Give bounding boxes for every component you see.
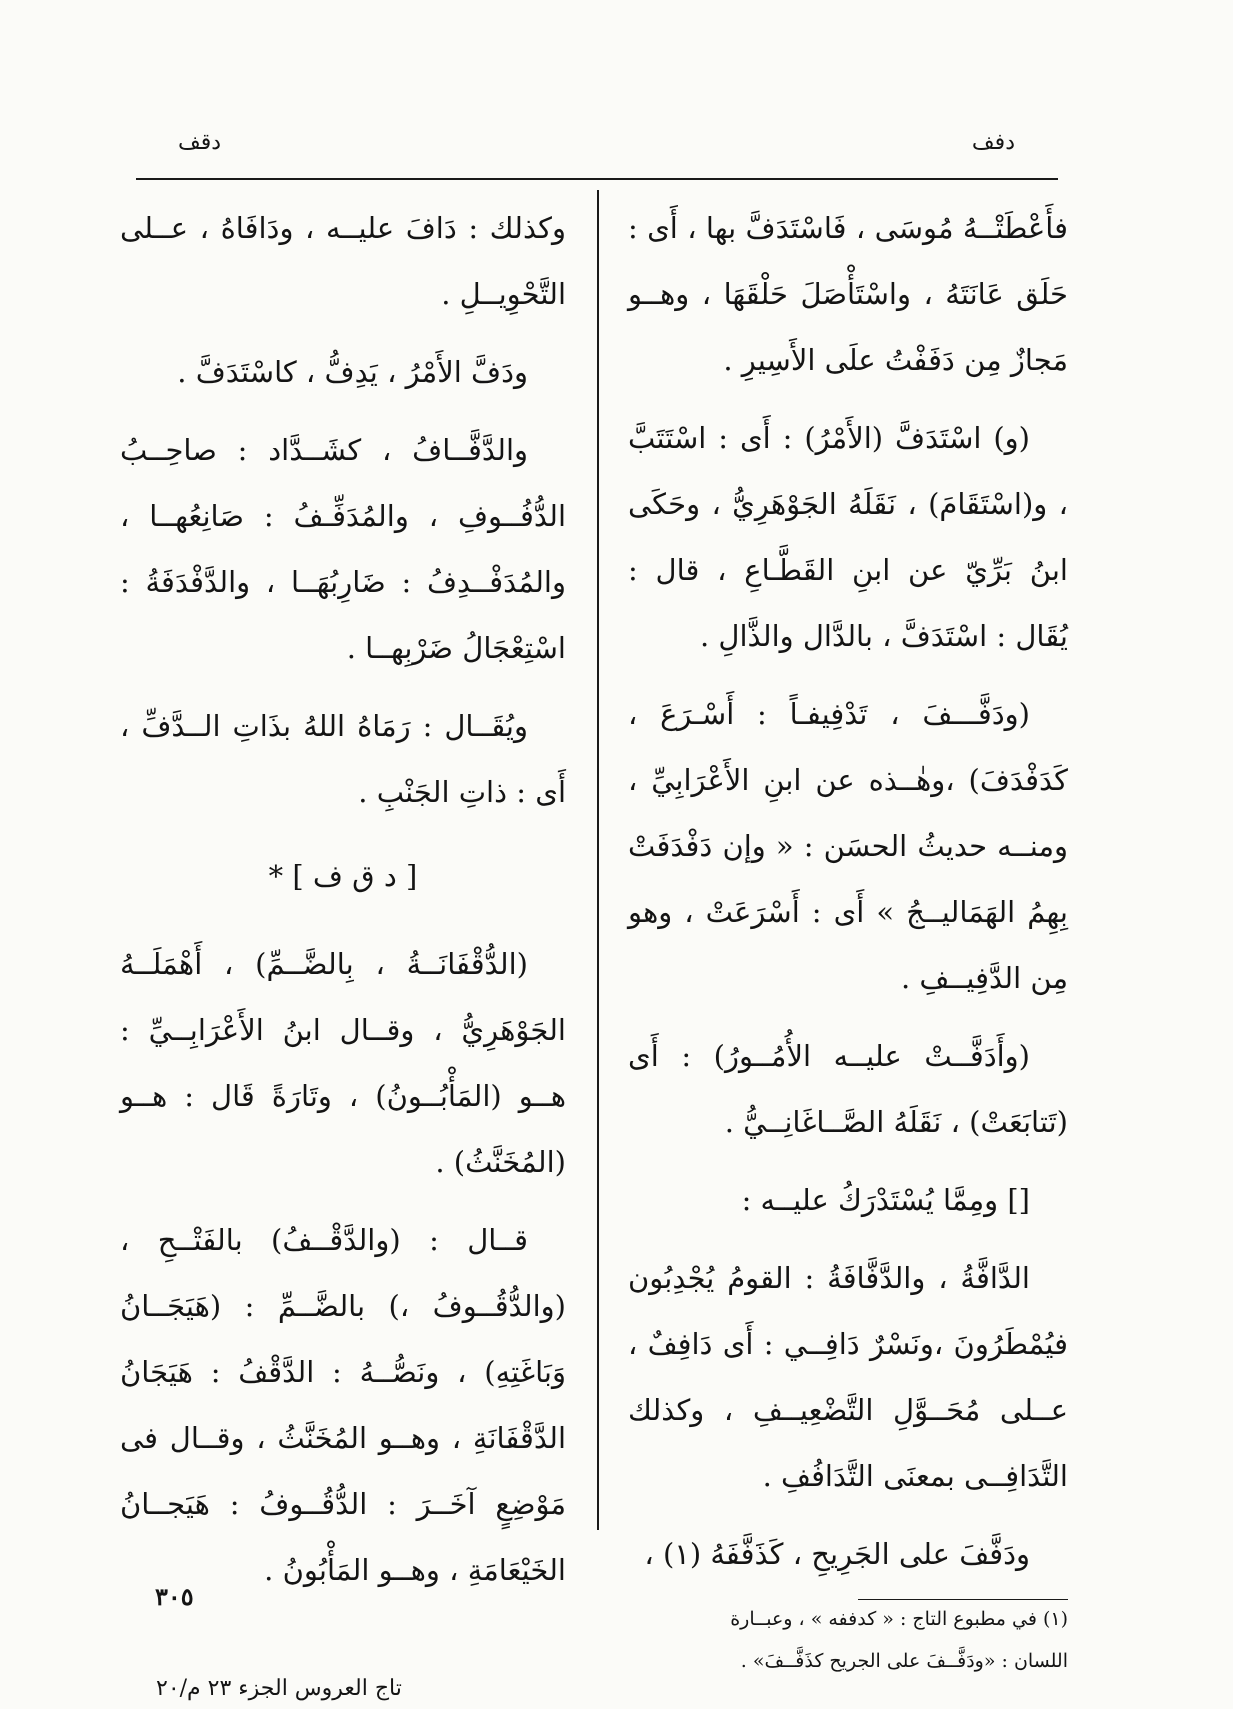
footnote-rule <box>858 1599 1068 1600</box>
running-head-left: دقف <box>178 130 222 155</box>
paragraph: فأَعْطَتْــهُ مُوسَى ، فَاسْتَدَفَّ بها ، أَى : حَلَق عَانَتَهُ ، واسْتَأْصَلَ حَلْقَهَا ، وهــو مَجازٌ مِن دَفَفْتُ علَى الأَسِيرِ . <box>628 211 1068 377</box>
footnote-line: اللسان : «ودَفَّــفَ على الجريح كذَفَّــفَ» . <box>740 1650 1068 1672</box>
paragraph: (و) اسْتَدَفَّ (الأَمْرُ) : أَى : اسْتَتَبَّ ، و(اسْتَقَامَ) ، نَقَلَهُ الجَوْهَرِيُّ ، وحَكَى ابنُ بَرِّيّ عن ابنِ القَطَّـاعِ ، قال : يُقَال : اسْتَدَفَّ ، بالدَّال والذَّالِ . <box>628 421 1068 653</box>
paragraph: الدَّافَّةُ ، والدَّفَّافَةُ : القومُ يُجْدِبُون فيُمْطَرُونَ ،ونَسْرٌ دَافِــي : أَى دَافِفٌ ، عــلى مُحَــوَّلِ التَّضْعِيــفِ ، وكذلك التَّدَافِــى بمعنَى التَّدَافُفِ . <box>628 1261 1068 1493</box>
left-column <box>120 195 566 1615</box>
paragraph: وكذلك : دَافَ عليــه ، ودَافَاهُ ، عــلى التَّحْوِيــلِ . <box>120 211 566 311</box>
paragraph: [] ومِمَّا يُسْتَدْرَكُ عليــه : <box>741 1183 1030 1217</box>
paragraph: (الدُّقْفَانَــةُ ، بِالضَّــمِّ) ، أَهْمَلَــهُ الجَوْهَرِيُّ ، وقــال ابنُ الأَعْرَابِــيِّ : هــو (المَأْبُــونُ) ، وتَارَةً قَال : هــو (المُخَنَّثُ) . <box>120 947 566 1179</box>
paragraph: والدَّفَّــافُ ، كشَــدَّاد : صاحِــبُ الدُّفُــوفِ ، والمُدَفِّـفُ : صَانِعُهــا ، والمُدَفْــدِفُ : ضَارِبُهَــا ، والدَّفْدَفَةُ : اسْتِعْجَالُ ضَرْبِهــا . <box>120 433 566 665</box>
column-divider <box>597 190 599 1530</box>
paragraph: (ودَفَّـــفَ ، تَدْفِيفـاً : أَسْـرَعَ ، كَدَفْدَفَ) ،وهٰــذه عن ابنِ الأَعْرَابِيِّ ، ومنــه حديثُ الحسَن : « وإن دَفْدَفَتْ بِهِمُ الهَمَاليــجُ » أَى : أَسْرَعَتْ ، وهو مِن الدَّفِيــفِ . <box>628 697 1068 995</box>
paragraph: ويُقَــال : رَمَاهُ اللهُ بذَاتِ الــدَّفِّ ، أَى : ذاتِ الجَنْبِ . <box>120 709 566 809</box>
paragraph: (وأَدَفَّــتْ عليــه الأُمُــورُ) : أَى (تَتابَعَتْ) ، نَقَلَهُ الصَّــاغَانِــيُّ . <box>628 1039 1068 1139</box>
entry-heading: [ د ق ف ] * <box>268 859 418 893</box>
paragraph: ودَفَّفَ على الجَرِيحِ ، كَذَفَّفَهُ (١) ، <box>644 1537 1030 1571</box>
page-number: ٣٠٥ <box>155 1582 194 1611</box>
running-head-right: دفف <box>971 130 1015 155</box>
footnote-line: (١) في مطبوع التاج : « كدففه » ، وعبــارة <box>730 1608 1068 1630</box>
signature-line: تاج العروس الجزء ٢٣ م/٢٠ <box>156 1676 402 1701</box>
header-rule <box>136 178 1058 180</box>
paragraph: قــال : (والدَّقْــفُ) بالفَتْــحِ ، (والدُّقُــوفُ ،) بالضَّــمِّ : (هَيَجَــانُ وَبَاغَتِهِ) ، ونَصُّــهُ : الدَّقْفُ : هَيَجَانُ الدَّقْفَانَةِ ، وهــو المُخَنَّثُ ، وقــال فى مَوْضِعٍ آخَــرَ : الدُّقُــوفُ : هَيَجــانُ الخَيْعَامَةِ ، وهــو المَأْبُونُ . <box>120 1223 566 1587</box>
right-column <box>628 195 1068 1688</box>
paragraph: ودَفَّ الأَمْرُ ، يَدِفُّ ، كاسْتَدَفَّ . <box>177 355 528 389</box>
